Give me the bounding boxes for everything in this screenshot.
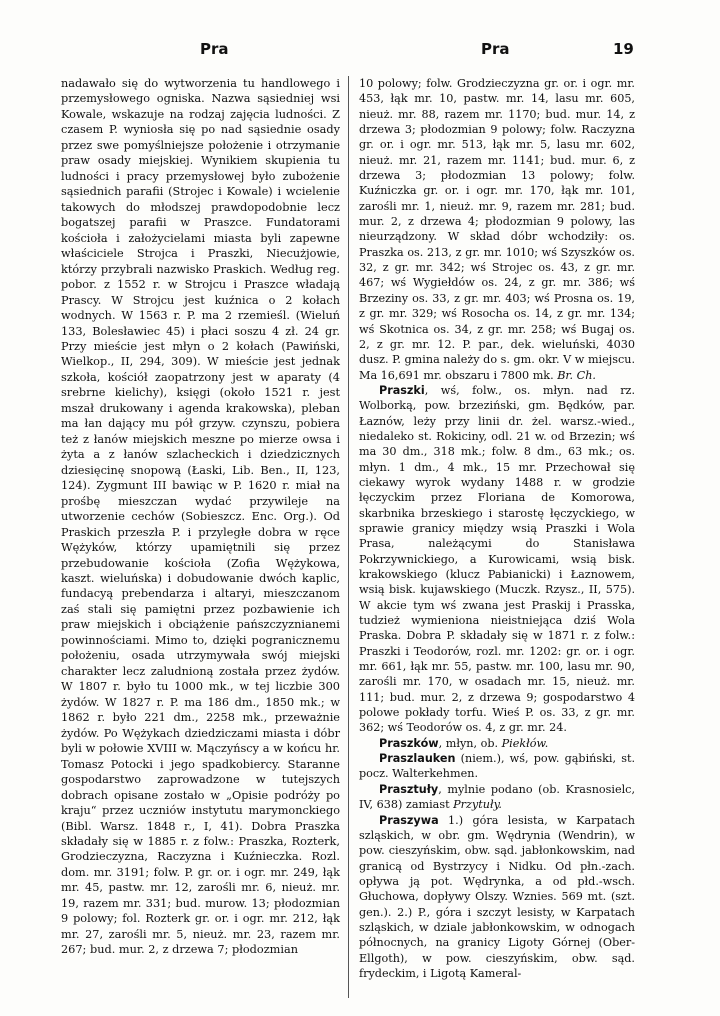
entry [359, 751, 635, 782]
entry-text: , mylnie podano (ob. Krasnosielc, IV, 638) zamiast [359, 782, 635, 812]
running-head-right: Pra [481, 40, 510, 58]
entry [359, 383, 635, 736]
entry-signature: Piekłów. [501, 736, 549, 750]
entry-text: , młyn, ob. [438, 736, 502, 750]
column-divider [348, 76, 349, 998]
entry [359, 76, 635, 383]
entry-headword: Praszki [379, 383, 425, 397]
entry-signature: Br. Ch. [557, 368, 596, 382]
entry-headword: Praszków [379, 736, 439, 750]
entry-text: 1.) góra lesista, w Karpatach szląskich, w obr. gm. Wędrynia (Wendrin), w pow. cieszyńskim, obw. sąd. jabłonkowskim, nad granicą od Bystrzycy i Nidku. Od płn.-zach. opływa ją pot. Wędrynka, a od płd.-wsch. Głuchowa, dopływy Olszy. Wznies. 569 mt. (szt. gen.). 2.) P., góra i szczyt lesisty, w Karpatach szląskich, w dziale jabłonkowskim, w odnogach północnych, na granicy Ligoty Górnej (Ober-Ellgoth), w pow. cieszyńskim, obw. sąd. frydeckim, i Ligotą Kameral- [359, 813, 635, 980]
left-column [61, 76, 340, 958]
entry [359, 813, 635, 982]
entry-text: 10 polowy; folw. Grodzieczyzna gr. or. i ogr. mr. 453, łąk mr. 10, pastw. mr. 14, lasu mr. 605, nieuż. mr. 88, razem mr. 1170; bud. mur. 14, z drzewa 3; płodozmian 9 polowy; folw. Raczyzna gr. or. i ogr. mr. 513, łąk mr. 5, lasu mr. 602, nieuż. mr. 21, razem mr. 1141; bud. mur. 6, z drzewa 3; płodozmian 13 polowy; folw. Kuźniczka gr. or. i ogr. mr. 170, łąk mr. 101, zarośli mr. 1, nieuż. mr. 9, razem mr. 281; bud. mur. 2, z drzewa 4; płodozmian 9 polowy, las nieurządzony. W skład dóbr wchodziły: os. Praszka os. 213, z gr. mr. 1010; wś Szyszków os. 32, z gr. mr. 342; wś Strojec os. 43, z gr. mr. 467; wś Wygiełdów os. 24, z gr. mr. 386; wś Brzeziny os. 33, z gr. mr. 403; wś Prosna os. 19, z gr. mr. 329; wś Rosocha os. 14, z gr. mr. 134; wś Skotnica os. 34, z gr. mr. 258; wś Bugaj os. 2, z gr. mr. 12. P. par., dek. wieluński, 4030 dusz. P. gmina należy do s. gm. okr. V w miejscu. Ma 16,691 mr. obszaru i 7800 mk. [359, 77, 635, 382]
entry [359, 782, 635, 813]
entry [359, 736, 635, 751]
page-number: 19 [613, 40, 634, 58]
entry-headword: Praszlauken [379, 752, 456, 766]
entry-text: , wś, folw., os. młyn. nad rz. Wolborką, pow. brzeziński, gm. Będków, par. Łaznów, leży przy linii dr. żel. warsz.-wied., niedaleko st. Rokiciny, odl. 21 w. od Brzezin; wś ma 30 dm., 318 mk.; folw. 8 dm., 63 mk.; os. młyn. 1 dm., 4 mk., 15 mr. Przechował się ciekawy wyrok wydany 1488 r. w grodzie łęczyckim przez Floriana de Komorowa, skarbnika brzeskiego i starostę łęczyckiego, w sprawie granicy między wsią Praszki i Wola Prasa, należącymi do Stanisława Pokrzywnickiego, a Kurowicami, wsią bisk. krakowskiego (klucz Pabianicki) i Łaznowem, wsią bisk. kujawskiego (Muczk. Rzysz., II, 575). W akcie tym wś zwana jest Praskij i Prasska, tudzież wymieniona nieistniejąca dziś Wola Praska. Dobra P. składały się w 1871 r. z folw.: Praszki i Teodorów, rozl. mr. 1202: gr. or. i ogr. mr. 661, łąk mr. 55, pastw. mr. 100, lasu mr. 90, zarośli mr. 170, w osadach mr. 15, nieuż. mr. 111; bud. mur. 2, z drzewa 9; gospodarstwo 4 polowe pokłady torfu. Wieś P. os. 33, z gr. mr. 362; wś Teodorów os. 4, z gr. mr. 24. [359, 383, 635, 735]
running-head-left: Pra [200, 40, 229, 58]
right-column [359, 76, 635, 981]
entry-signature: Przytuły. [453, 798, 502, 812]
entry-headword: Prasztuły [379, 782, 439, 796]
paragraph: nadawało się do wytworzenia tu handlowego i przemysłowego ogniska. Nazwa sąsiedniej wsi Kowale, wskazuje na rodzaj zajęcia ludności. Z czasem P. wyniosła się po nad sąsiednie osady przez swe pomyślniejsze położenie i otrzymanie praw osady miejskiej. Wynikiem skupienia tu ludności i pracy przemysłowej było zubożenie sąsiednich parafii (Strojec i Kowale) i wcielenie takowych do młodszej prawdopodobnie lecz bogatszej parafii w Praszce. Fundatorami kościoła i założycielami miasta byli zapewne właściciele Strojca i Praszki, Niecużjowie, którzy przybrali nazwisko Praskich. Według reg. pobor. z 1552 r. w Strojcu i Praszce władają Prascy. W Strojcu jest kuźnica o 2 kołach wodnych. W 1563 r. P. ma 2 rzemieśl. (Wieluń 133, Bolesławiec 45) i płaci soszu 4 zł. 24 gr. Przy mieście jest młyn o 2 kołach (Pawiński, Wielkop., II, 294, 309). W mieście jest jednak szkoła, kościół zaopatrzony jest w aparaty (4 srebrne kielichy), księgi (około 1521 r. jest mszał drukowany i agenda krakowska), pleban ma łan dający mu pół grzyw. czynszu, pobiera też z łanów miejskich meszne po mierze owsa i żyta a z łanów szlacheckich i dziedzicznych dziesięcinę snopową (Łaski, Lib. Ben., II, 123, 124). Zygmunt III bawiąc w P. 1620 r. miał na prośbę mieszczan wydać przywileje na utworzenie cechów (Sobieszcz. Enc. Org.). Od Praskich przeszła P. i przyległe dobra w ręce Wężyków, którzy upamiętnili się przez przebudowanie kościoła (Zofia Wężykowa, kaszt. wieluńska) i dobudowanie dwóch kaplic, fundacyą prebendarza i altaryi, mieszczanom zaś stali się pamiętni przez pozbawienie ich praw miejskich i obciążenie pańszczyznianemi powinnościami. Mimo to, dzięki pogranicznemu położeniu, osada utrzymywała swój miejski charakter lecz zaludnioną została przez żydów. W 1807 r. było tu 1000 mk., w tej liczbie 300 żydów. W 1827 r. P. ma 186 dm., 1850 mk.; w 1862 r. było 221 dm., 2258 mk., przeważnie żydów. Po Wężykach dziedziczami miasta i dóbr byli w połowie XVIII w. Mączyńscy a w końcu hr. Tomasz Potocki i jego spadkobiercy. Staranne gospodarstwo zaprowadzone w tutejszych dobrach opisane zostało w „Opisie podróży po kraju“ przez uczniów instytutu marymonckiego (Bibl. Warsz. 1848 r., I, 41). Dobra Praszka składały się w 1885 r. z folw.: Praszka, Rozterk, Grodzieczyzna, Raczyzna i Kuźnieczka. Rozl. dom. mr. 3191; folw. P. gr. or. i ogr. mr. 249, łąk mr. 45, pastw. mr. 12, zarośli mr. 6, nieuż. mr. 19, razem mr. 331; bud. murow. 13; płodozmian 9 polowy; fol. Rozterk gr. or. i ogr. mr. 212, łąk mr. 27, zarośli mr. 5, nieuż. mr. 23, razem mr. 267; bud. mur. 2, z drzewa 7; płodozmian [61, 77, 340, 957]
entry-headword: Praszywa [379, 813, 439, 827]
entry-text: (niem.), wś, pow. gąbiński, st. pocz. Walterkehmen. [359, 752, 635, 781]
